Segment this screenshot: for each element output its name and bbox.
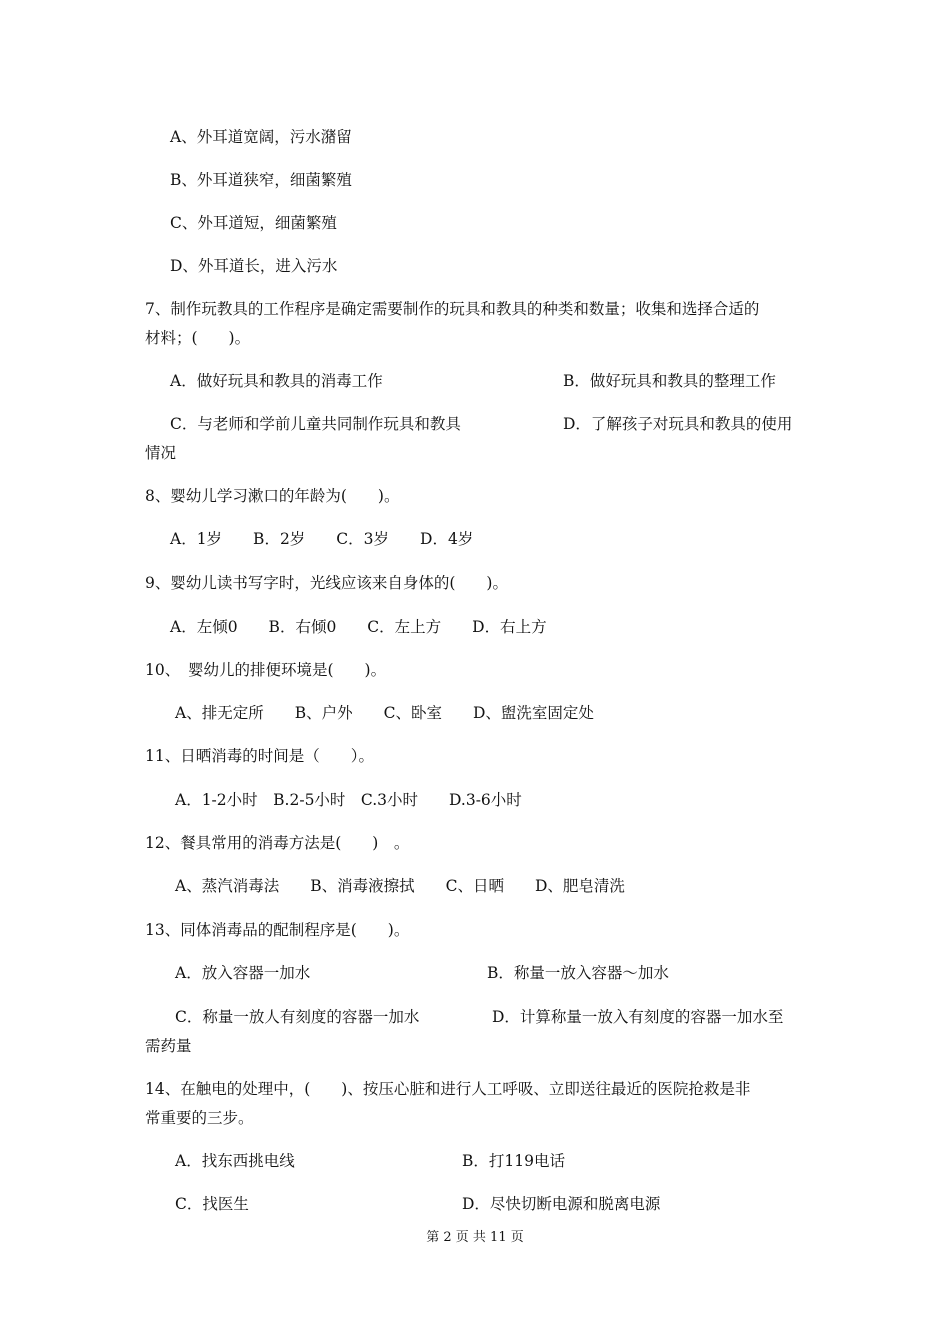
q7-option-a: A．做好玩具和教具的消毒工作 [170, 372, 383, 390]
q11-stem: 11、日晒消毒的时间是（ ）。 [145, 747, 374, 765]
q7-stem-line1: 7、制作玩教具的工作程序是确定需要制作的玩具和教具的种类和数量；收集和选择合适的 [145, 300, 760, 318]
q13-option-d: D．计算称量一放入有刻度的容器一加水至 [492, 1008, 784, 1026]
q6-option-b: B、外耳道狭窄，细菌繁殖 [170, 171, 352, 189]
q12-stem: 12、餐具常用的消毒方法是( ) 。 [145, 834, 410, 852]
q10-options: A、排无定所 B、户外 C、卧室 D、盥洗室固定处 [175, 704, 594, 722]
q7-option-b: B．做好玩具和教具的整理工作 [563, 372, 776, 390]
q13-option-d-continued: 需药量 [145, 1037, 192, 1055]
q14-option-b: B．打119电话 [462, 1152, 565, 1170]
q7-option-d-continued: 情况 [145, 444, 177, 462]
q6-option-a: A、外耳道宽阔，污水潴留 [170, 128, 352, 146]
q14-stem-line1: 14、在触电的处理中，( )、按压心脏和进行人工呼吸、立即送往最近的医院抢救是非 [145, 1080, 751, 1098]
q13-option-b: B．称量一放入容器～加水 [487, 964, 669, 982]
q13-option-a: A．放入容器一加水 [175, 964, 311, 982]
q9-stem: 9、婴幼儿读书写字时，光线应该来自身体的( )。 [145, 574, 508, 592]
q13-stem: 13、同体消毒品的配制程序是( )。 [145, 921, 410, 939]
q7-option-d: D．了解孩子对玩具和教具的使用 [563, 415, 793, 433]
q14-option-d: D．尽快切断电源和脱离电源 [462, 1195, 661, 1213]
q14-stem-line2: 常重要的三步。 [145, 1109, 254, 1127]
q6-option-d: D、外耳道长，进入污水 [170, 257, 338, 275]
q7-stem-line2: 材料；( )。 [145, 329, 251, 347]
q10-stem: 10、 婴幼儿的排便环境是( )。 [145, 661, 387, 679]
q14-option-c: C．找医生 [175, 1195, 249, 1213]
q8-stem: 8、婴幼儿学习漱口的年龄为( )。 [145, 487, 400, 505]
page-footer: 第 2 页 共 11 页 [426, 1230, 524, 1245]
q11-options: A．1-2小时 B.2-5小时 C.3小时 D.3-6小时 [175, 791, 522, 809]
q6-option-c: C、外耳道短，细菌繁殖 [170, 214, 337, 232]
q8-options: A．1岁 B．2岁 C．3岁 D．4岁 [170, 530, 474, 548]
q12-options: A、蒸汽消毒法 B、消毒液擦拭 C、日晒 D、肥皂清洗 [175, 877, 625, 895]
q14-option-a: A．找东西挑电线 [175, 1152, 295, 1170]
q9-options: A．左倾0 B．右倾0 C．左上方 D．右上方 [170, 618, 547, 636]
q7-option-c: C．与老师和学前儿童共同制作玩具和教具 [170, 415, 461, 433]
q13-option-c: C．称量一放人有刻度的容器一加水 [175, 1008, 420, 1026]
